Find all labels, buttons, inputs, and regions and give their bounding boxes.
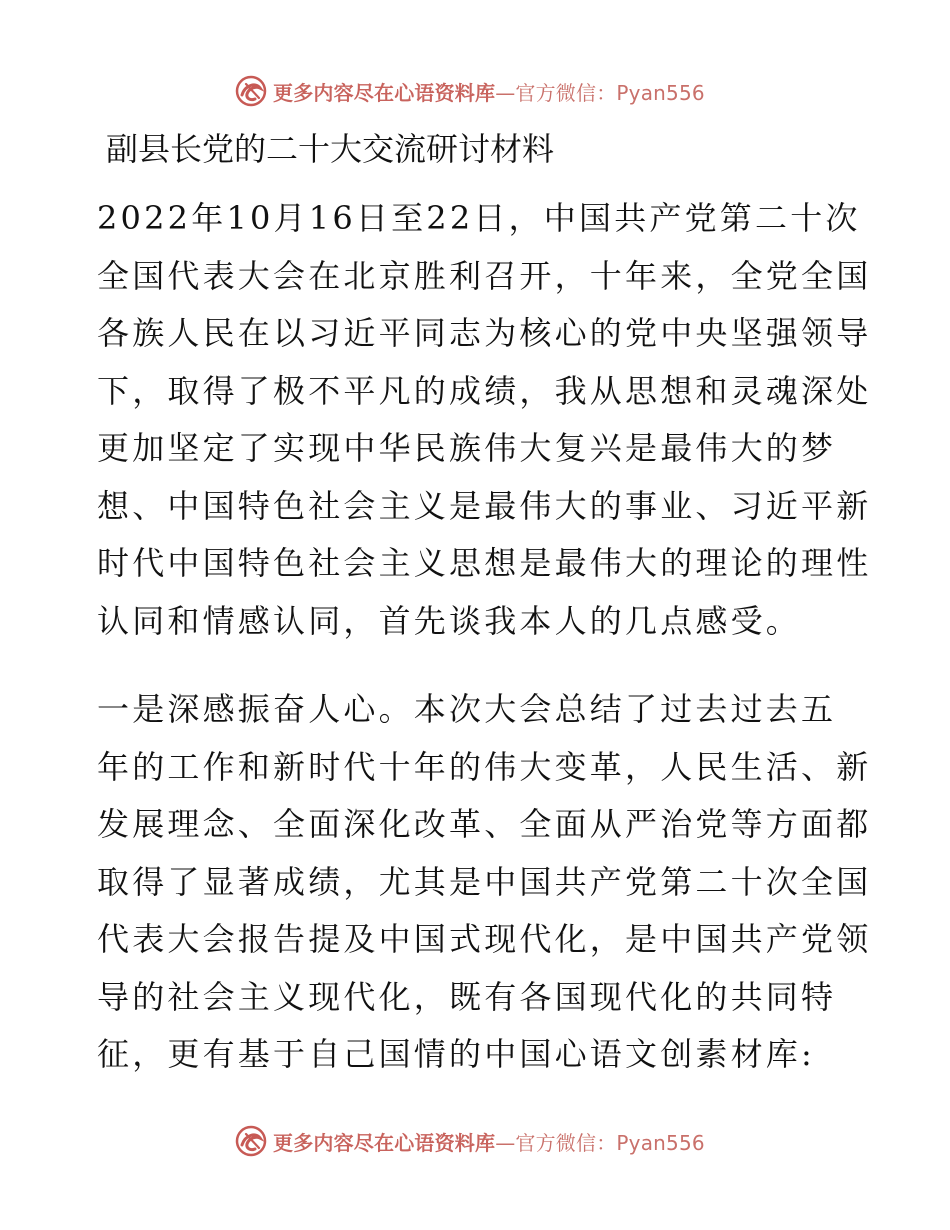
text-line: 全国代表大会在北京胜利召开，十年来，全党全国 — [97, 256, 872, 295]
watermark-wechat-text: —官方微信：Pyan556 — [495, 1130, 705, 1155]
paragraph-1 — [97, 190, 872, 650]
text-line: 2022年10月16日至22日，中国共产党第二十次 — [97, 199, 861, 237]
text-line: 年的工作和新时代十年的伟大变革，人民生活、新 — [97, 747, 872, 786]
text-line: 取得了显著成绩，尤其是中国共产党第二十次全国 — [97, 862, 872, 901]
text-line: 认同和情感认同，首先谈我本人的几点感受。 — [97, 601, 802, 640]
text-line: 一是深感振奋人心。本次大会总结了过去过去五 — [97, 690, 837, 728]
text-line: 更加坚定了实现中华民族伟大复兴是最伟大的梦 — [97, 429, 837, 467]
footer-watermark — [234, 1124, 705, 1158]
text-line: 下，取得了极不平凡的成绩，我从思想和灵魂深处 — [97, 371, 872, 410]
text-line: 代表大会报告提及中国式现代化，是中国共产党领 — [97, 920, 872, 958]
red-swirl-logo-icon — [234, 74, 268, 108]
text-line: 想、中国特色社会主义是最伟大的事业、习近平新 — [97, 486, 872, 525]
header-watermark — [234, 74, 705, 108]
text-line: 时代中国特色社会主义思想是最伟大的理论的理性 — [97, 544, 872, 582]
watermark-text — [273, 77, 705, 106]
text-line: 征，更有基于自己国情的中国心语文创素材库: — [97, 1035, 815, 1073]
watermark-text — [273, 1127, 705, 1156]
watermark-lead-text: 更多内容尽在心语资料库 — [273, 80, 496, 105]
watermark-lead-text: 更多内容尽在心语资料库 — [273, 1130, 496, 1155]
text-line: 发展理念、全面深化改革、全面从严治党等方面都 — [97, 805, 872, 843]
text-line: 各族人民在以习近平同志为核心的党中央坚强领导 — [97, 314, 872, 352]
watermark-wechat-text: —官方微信：Pyan556 — [495, 80, 705, 105]
text-line: 导的社会主义现代化，既有各国现代化的共同特 — [97, 977, 837, 1016]
paragraph-2 — [97, 681, 872, 1084]
document-title: 副县长党的二十大交流研讨材料 — [106, 130, 555, 168]
red-swirl-logo-icon — [234, 1124, 268, 1158]
